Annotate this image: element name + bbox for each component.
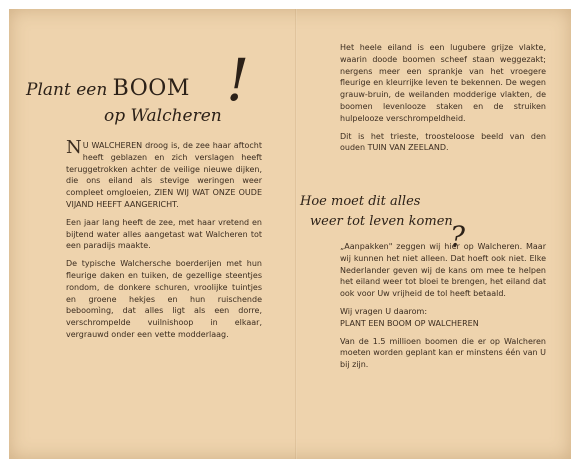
left-paragraph-3: De typische Walchersche boerderijen met hun fleurige daken en tuiken, de gezellige steentjes rondom, de donkere schuren, vroolijke tuintjes en groene hekjes en hun ruischende beboomìng, dat alles ligt als een dorre, verschrompelde vuilnishoop in elkaar, vergrauwd onder een vette modderlaag. xyxy=(66,259,262,339)
title-line-1 xyxy=(26,76,190,101)
title-line-2: op Walcheren xyxy=(104,106,222,126)
right-paragraph-1: Het heele eiland is een lugubere grijze vlakte, waarin doode boomen scheef staan weggezakt; nergens meer een sprankje van het vroegere fleurige en kleurrijke leven te bekennen. De wegen grauw-bruin, de weilanden modderige vlakten, de boomen levenlooze staken en de struiken hulpelooze verschrompeldheid. xyxy=(340,43,546,123)
request-line: Wij vragen U daarom: xyxy=(340,306,428,316)
right-paragraph-5: Van de 1.5 millioen boomen die er op Walcheren moeten worden geplant kan er minstens één van U bij zijn. xyxy=(340,336,546,370)
exclamation-mark: ! xyxy=(226,46,250,114)
question-line-1: Hoe moet dit alles xyxy=(300,194,421,209)
slogan-line: PLANT EEN BOOM OP WALCHEREN xyxy=(340,318,479,328)
right-top-column xyxy=(340,42,546,160)
right-paragraph-2: Dit is het trieste, troosteloose beeld van den ouden TUIN VAN ZEELAND. xyxy=(340,131,546,153)
right-paragraph-3: „Aanpakken" zeggen wij hier op Walcheren. Maar wij kunnen het niet alleen. Dat hoeft ook niet. Elke Nederlander geven wij de kans om mee te helpen het eiland weer tot bloei te brengen, het eiland dat ook voor Uw vrijheid de tol heeft betaald. xyxy=(340,242,546,299)
left-paragraph-2: Een jaar lang heeft de zee, met haar vretend en bijtend water alles aangetast wat Walcheren tot een paradijs maakte. xyxy=(66,217,262,251)
center-fold xyxy=(295,9,297,459)
right-paragraph-4 xyxy=(340,306,546,330)
drop-cap: N xyxy=(66,137,82,158)
question-line-2 xyxy=(310,214,466,253)
title-pre: Plant een xyxy=(26,80,108,100)
left-column xyxy=(66,137,262,347)
left-p1-text: U WALCHEREN droog is, de zee haar aftocht heeft geblazen en zich verslagen heeft teruggetrokken achter de veilige nieuwe dijken, die ons eiland als stevige weringen weer compleet omgloeien, ZIEN WIJ WAT ONZE OUDE VIJAND HEEFT AANGERICHT. xyxy=(66,141,262,209)
title-boom: BOOM xyxy=(112,76,190,101)
left-paragraph-1 xyxy=(66,137,262,211)
question-mark: ? xyxy=(450,220,466,253)
right-bottom-column xyxy=(340,241,546,377)
question-line-2-text: weer tot leven komen xyxy=(310,214,453,229)
